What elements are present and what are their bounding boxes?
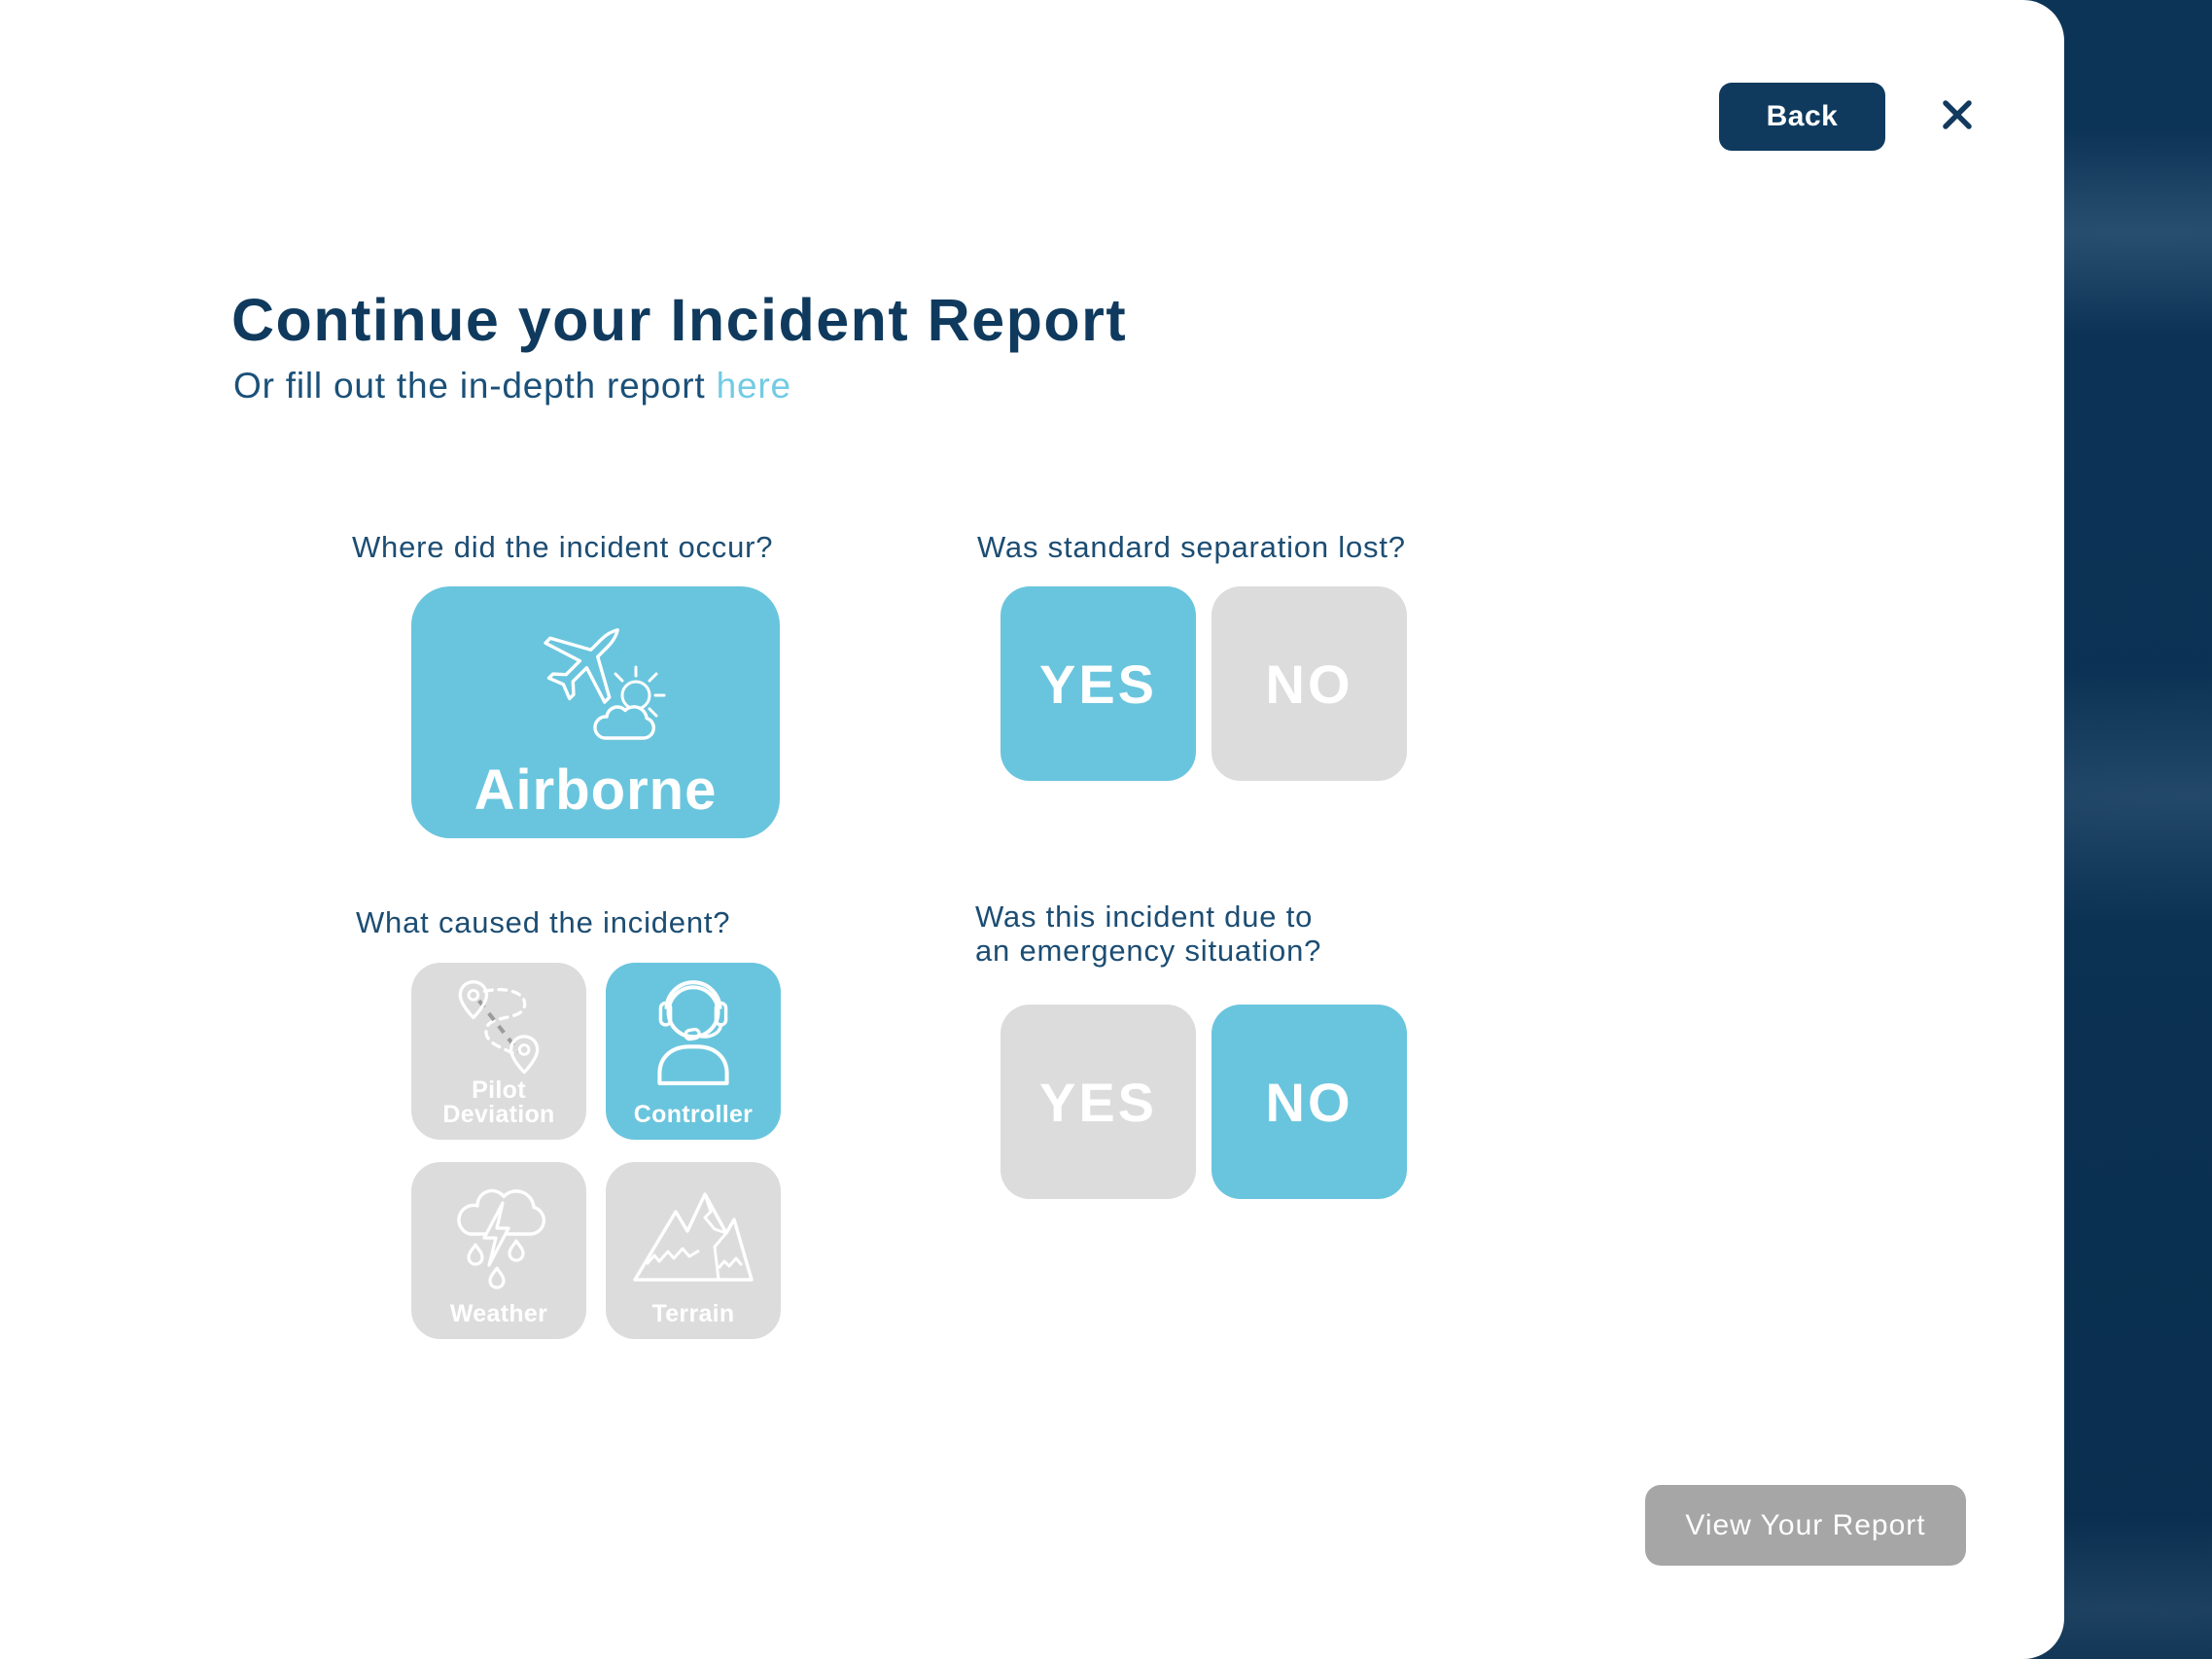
- mountains-icon: [629, 1172, 757, 1290]
- view-report-button[interactable]: View Your Report: [1645, 1485, 1966, 1566]
- option-airborne-label: Airborne: [474, 759, 718, 822]
- question-emergency-line1: Was this incident due to: [975, 900, 1314, 934]
- controller-headset-icon: [636, 972, 751, 1087]
- option-controller[interactable]: [606, 963, 781, 1140]
- emergency-no-button[interactable]: NO: [1211, 1005, 1407, 1199]
- question-emergency: [975, 900, 1321, 968]
- emergency-yes-button[interactable]: YES: [1001, 1005, 1196, 1199]
- route-deviation-icon: [438, 972, 560, 1091]
- storm-cloud-icon: [439, 1172, 558, 1294]
- option-airborne[interactable]: [411, 586, 780, 838]
- back-button[interactable]: Back: [1719, 83, 1885, 151]
- page-subtitle: [233, 366, 791, 406]
- option-pilot-deviation-label: Pilot Deviation: [442, 1077, 555, 1128]
- question-cause: What caused the incident?: [356, 905, 731, 939]
- option-controller-label: Controller: [633, 1101, 754, 1128]
- subtitle-text: Or fill out the in-depth report: [233, 366, 717, 406]
- option-weather[interactable]: [411, 1162, 586, 1339]
- option-terrain[interactable]: [606, 1162, 781, 1339]
- question-separation: Was standard separation lost?: [977, 530, 1406, 564]
- separation-no-button[interactable]: NO: [1211, 586, 1407, 781]
- separation-yes-button[interactable]: YES: [1001, 586, 1196, 781]
- option-weather-label: Weather: [449, 1300, 548, 1327]
- close-icon[interactable]: [1938, 95, 1977, 134]
- question-location: Where did the incident occur?: [352, 530, 774, 564]
- option-pilot-deviation[interactable]: [411, 963, 586, 1140]
- option-terrain-label: Terrain: [651, 1300, 735, 1327]
- page-title: Continue your Incident Report: [231, 287, 1128, 353]
- in-depth-report-link[interactable]: here: [716, 366, 791, 406]
- airplane-cloud-icon: [522, 608, 670, 754]
- question-emergency-line2: an emergency situation?: [975, 934, 1322, 969]
